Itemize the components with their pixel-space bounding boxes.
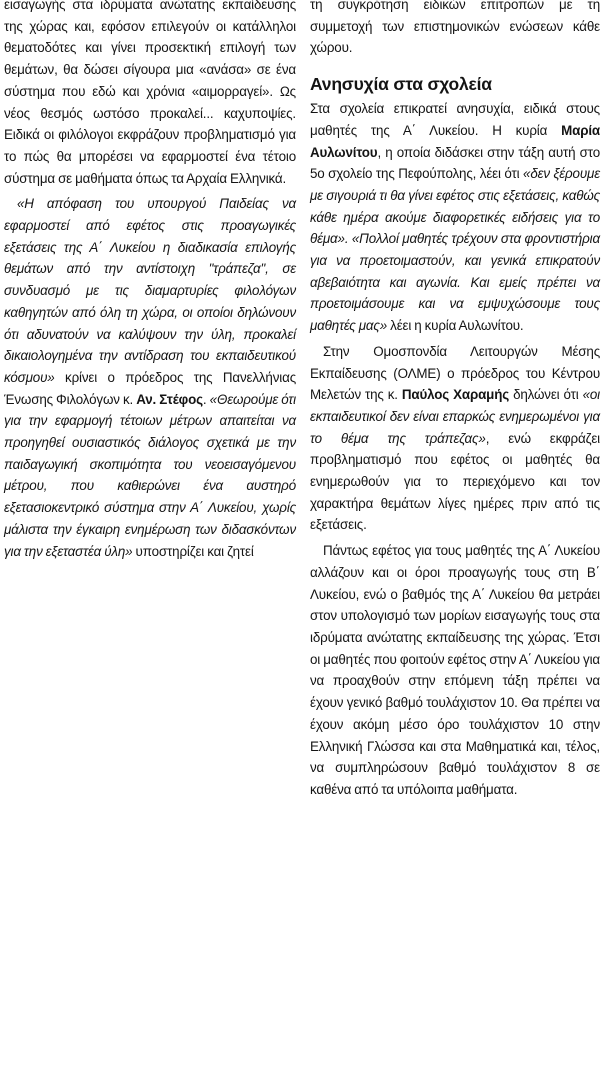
body-text: λέει η κυρία Αυλωνίτου. bbox=[387, 318, 524, 334]
paragraph-avlonitou bbox=[310, 98, 600, 337]
body-text: Στα σχολεία επικρατεί ανησυχία, ειδικά στους μαθητές της Α΄ Λυκείου. Η κυρία bbox=[310, 101, 600, 138]
body-text: Στην Ομοσπονδία Λειτουργών Μέσης Εκπαίδευσης (ΟΛΜΕ) ο πρόεδρος του Κέντρου Μελετών της κ. bbox=[310, 343, 600, 403]
body-text: τη συγκρότηση ειδικών επιτροπών με τη συμμετοχή των επιστημονικών ενώσεων κάθε χώρου. bbox=[310, 0, 600, 56]
paragraph-promotion-rules bbox=[310, 540, 600, 800]
person-name: Μαρία Αυλωνίτου bbox=[310, 122, 600, 160]
body-text: , ενώ εκφράζει προβληματισμό που εφέτος οι μαθητές θα ενημερωθούν για το περιεχόμενο και τον χαρακτήρα θεμάτων λίγες ημέρες πριν από τις εξετάσεις. bbox=[310, 430, 600, 533]
paragraph-stefos-quote bbox=[4, 193, 296, 562]
body-text: Πάντως εφέτος για τους μαθητές της Α΄ Λυκείου αλλάζουν και οι όροι προαγωγής τους στη Β΄ Λυκείου, ενώ ο βαθμός της Α΄ Λυκείου θα μετράει στον υπολογισμό των μορίων εισαγωγής τους στα ιδρύματα ανώτατης εκπαίδευσης της χώρας. Έτσι οι μαθητές που φοιτούν εφέτος στην Α΄ Λυκείου για να προαχθούν στην επόμενη τάξη πρέπει να έχουν γενικό βαθμό τουλάχιστον 10. Θα πρέπει να έχουν ακόμη μέσο όρο τουλάχιστον 10 στην Ελληνική Γλώσσα και στα Μαθηματικά και, τέλος, να συμπληρώσουν βαθμό τουλάχιστον 8 σε καθένα από τα υπόλοιπα μαθήματα. bbox=[310, 543, 600, 797]
quote-text: «Η απόφαση του υπουργού Παιδείας να εφαρμοστεί από εφέτος στις προαγωγικές εξετάσεις της Α΄ Λυκείου η διαδικασία επιλογής θεμάτων από την αντίστοιχη "τράπεζα", σε συνδυασμό με τις διαμαρτυρίες φιλολόγων καθηγητών από όλη τη χώρα, οι οποίοι δηλώνουν ότι αδυνατούν να καλύψουν την ύλη, προκαλεί δικαιολογημένα την αντίδραση του εκπαιδευτικού κόσμου» bbox=[4, 196, 296, 385]
intro-text: εισαγωγής στα ιδρύματα ανώτατης εκπαίδευσης της χώρας και, εφόσον επιλεγούν οι κατάλληλοι θεματοδότες και γίνει προσεκτική επιλογή των θεμάτων, θα δώσει σίγουρα μια «ανάσα» σε ένα σύστημα που εδώ και χρόνια «αιμορραγεί». Ως νέος θεσμός ωστόσο προκαλεί... καχυποψίες. Ειδικά οι φιλόλογοι εκφράζουν προβληματισμό για το πώς θα μπορέσει να εφαρμοστεί ένα τέτοιο σύστημα σε μαθήματα όπως τα Αρχαία Ελληνικά. bbox=[4, 0, 296, 186]
body-text: δηλώνει ότι bbox=[509, 387, 583, 403]
body-text: . bbox=[202, 391, 210, 407]
section-heading: Ανησυχία στα σχολεία bbox=[310, 74, 492, 95]
body-text: υποστηρίζει και ζητεί bbox=[132, 543, 254, 559]
article-column-right bbox=[310, 0, 600, 805]
body-text: κρίνει ο πρόεδρος της Πανελλήνιας Ένωσης Φιλολόγων κ. bbox=[4, 369, 296, 407]
quote-text: «Θεωρούμε ότι για την εφαρμογή τέτοιων μέτρων απαιτείται να προηγηθεί ουσιαστικός διάλογος σχετικά με την παιδαγωγική σκοπιμότητα του νεοεισαγόμενου μέτρου, που καθιερώνει ένα αυστηρό εξετασιοκεντρικό σύστημα στην Α΄ Λυκείου, χωρίς μάλιστα την έγκαιρη ενημέρωση των διδασκόντων για την εξεταστέα ύλη» bbox=[4, 391, 296, 559]
quote-text: «δεν ξέρουμε με σιγουριά τι θα γίνει εφέτος στις εξετάσεις, καθώς κάθε ημέρα ακούμε διαφορετικές ειδήσεις για το θέμα». «Πολλοί μαθητές τρέχουν στα φροντιστήρια για να προετοιμαστούν, και γενικά επικρατούν αβεβαιότητα και αγωνία. Και εμείς πρέπει να προετοιμάσουμε και να εμψυχώσουμε τους μαθητές μας» bbox=[310, 166, 600, 334]
paragraph-intro bbox=[4, 0, 296, 189]
person-name: Αν. Στέφος bbox=[136, 391, 203, 407]
paragraph-continuation bbox=[310, 0, 600, 59]
article-column-left bbox=[4, 0, 296, 566]
quote-text: «οι εκπαιδευτικοί δεν είναι επαρκώς ενημερωμένοι για το θέμα της τράπεζας» bbox=[310, 387, 600, 446]
person-name: Παύλος Χαραμής bbox=[401, 387, 510, 403]
paragraph-olme bbox=[310, 341, 600, 536]
body-text: , η οποία διδάσκει στην τάξη αυτή στο 5ο σχολείο της Πεφούπολης, λέει ότι bbox=[310, 144, 600, 182]
